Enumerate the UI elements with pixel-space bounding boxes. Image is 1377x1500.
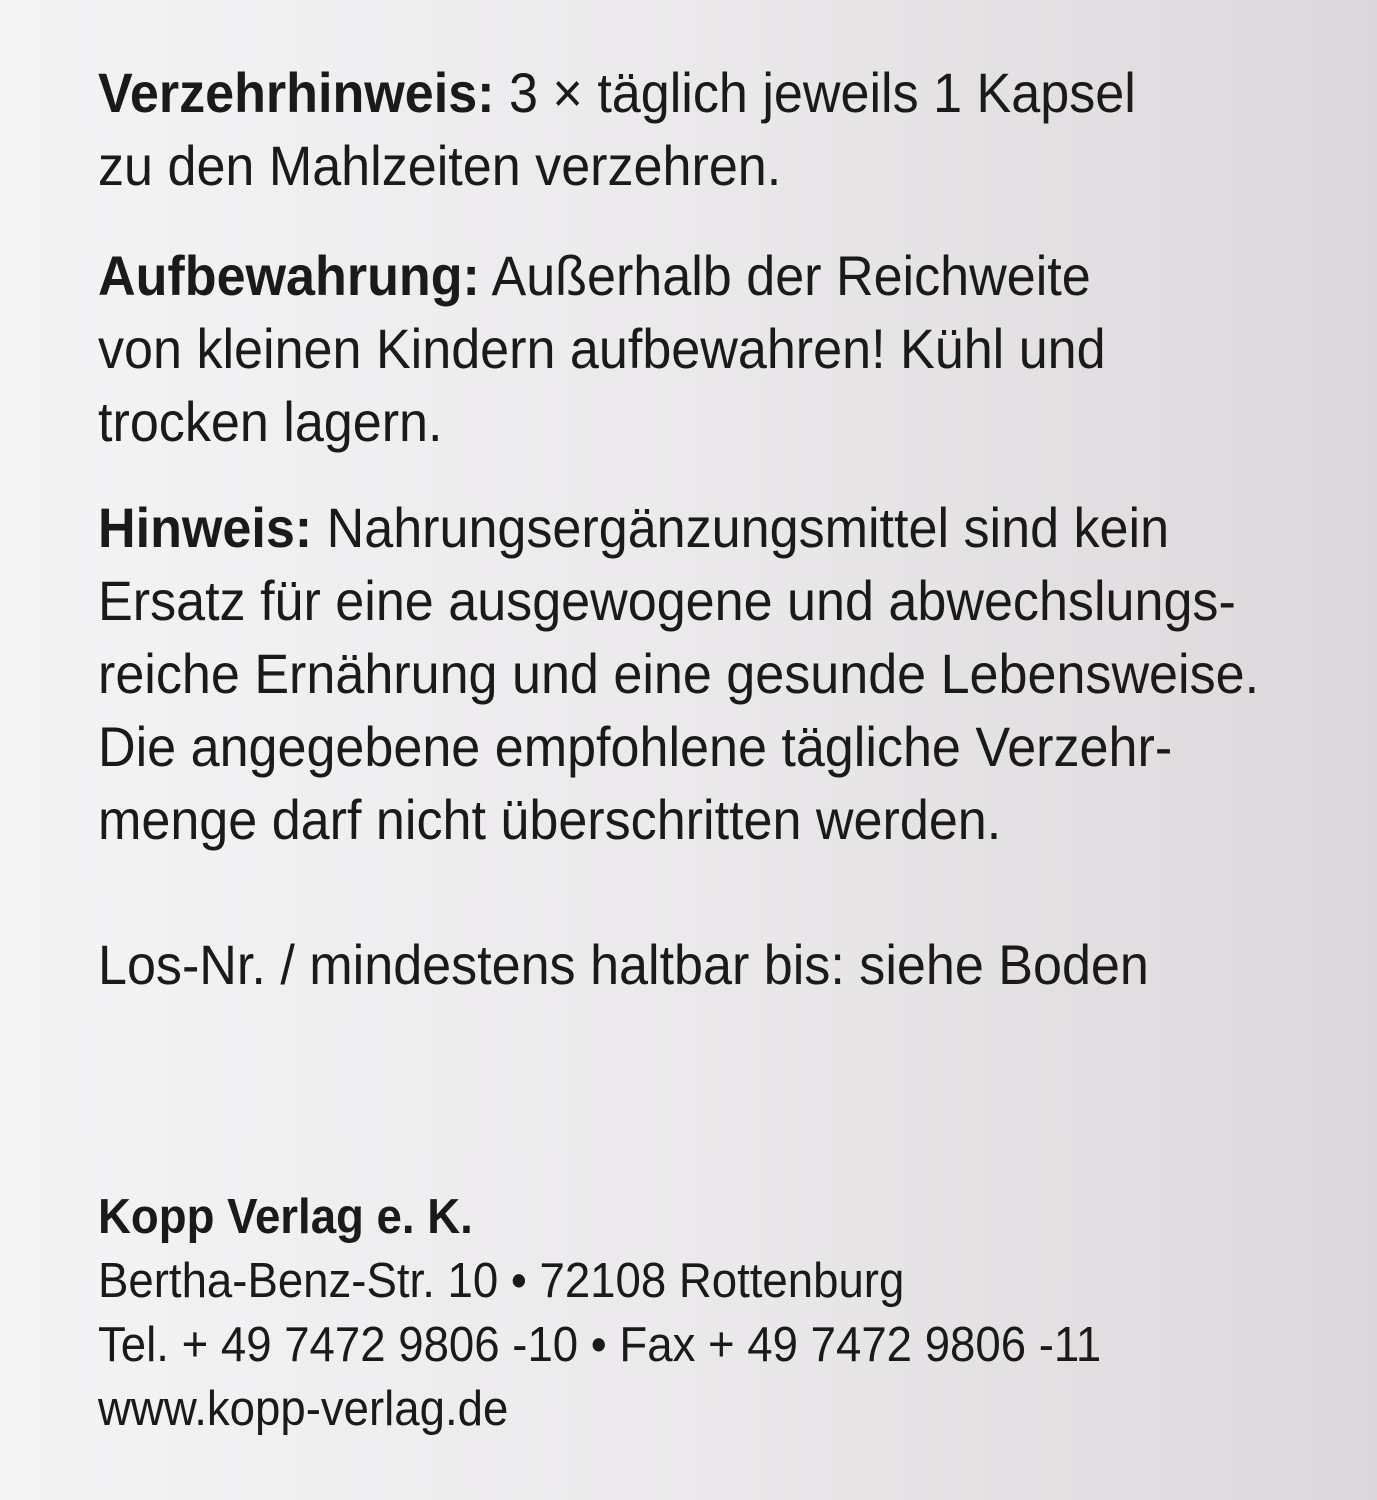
company-website: www.kopp-verlag.de (98, 1382, 509, 1436)
storage-text: trocken lagern. (98, 390, 443, 453)
storage-label: Aufbewahrung: (98, 244, 480, 307)
usage-section (98, 56, 1136, 202)
usage-text: zu den Mahlzeiten verzehren. (98, 134, 782, 197)
company-phone: Tel. + 49 7472 9806 -10 • Fax + 49 7472 9806 -11 (98, 1318, 1102, 1372)
notice-text: Ersatz für eine ausgewogene und abwechslungs- (98, 569, 1236, 632)
usage-label: Verzehrhinweis: (98, 61, 495, 124)
notice-label: Hinweis: (98, 496, 313, 559)
storage-section (98, 239, 1106, 458)
storage-text: von kleinen Kindern aufbewahren! Kühl und (98, 317, 1106, 380)
company-address: Bertha-Benz-Str. 10 • 72108 Rottenburg (98, 1254, 905, 1308)
notice-section (98, 491, 1259, 856)
notice-text: menge darf nicht überschritten werden. (98, 788, 1002, 851)
notice-text: Die angegebene empfohlene tägliche Verzehr- (98, 715, 1173, 778)
company-name: Kopp Verlag e. K. (98, 1190, 473, 1244)
company-info (98, 1185, 1101, 1441)
usage-text: 3 × täglich jeweils 1 Kapsel (494, 61, 1136, 124)
notice-text: Nahrungsergänzungsmittel sind kein (312, 496, 1170, 559)
lot-info: Los-Nr. / mindestens haltbar bis: siehe Boden (98, 933, 1149, 996)
notice-text: reiche Ernährung und eine gesunde Lebensweise. (98, 642, 1260, 705)
storage-text: Außerhalb der Reichweite (479, 244, 1091, 307)
